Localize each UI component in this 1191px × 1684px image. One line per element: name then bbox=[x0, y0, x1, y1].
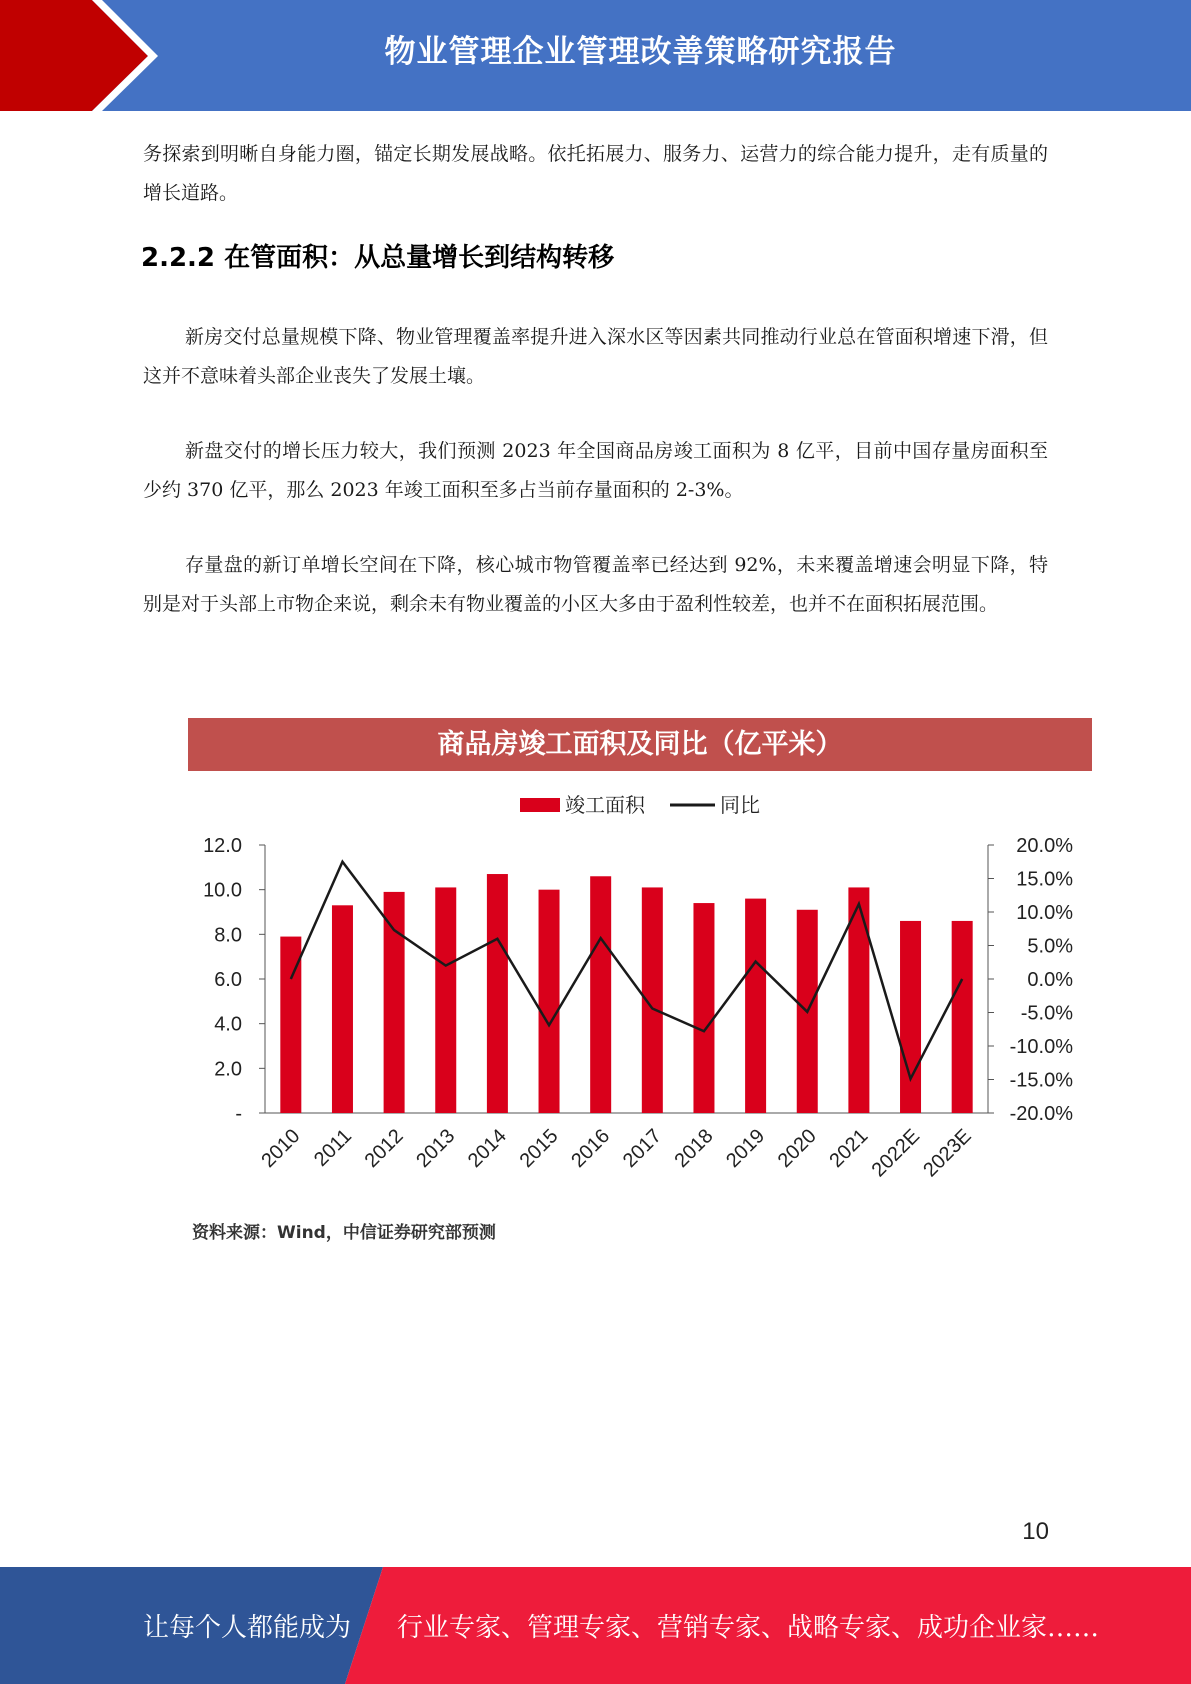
left-axis-tick-label: 12.0 bbox=[203, 835, 242, 857]
right-axis-tick-label: 5.0% bbox=[1027, 935, 1073, 958]
chart-title: 商品房竣工面积及同比（亿平米） bbox=[188, 718, 1092, 771]
right-axis-tick-label: -5.0% bbox=[1020, 1002, 1073, 1025]
page-footer bbox=[0, 1567, 1191, 1684]
x-tick-label: 2012 bbox=[360, 1124, 408, 1173]
footer-slogan-left: 让每个人都能成为 bbox=[143, 1613, 352, 1643]
bar-2014 bbox=[487, 874, 508, 1113]
x-tick-label: 2014 bbox=[463, 1124, 511, 1173]
x-tick-label: 2018 bbox=[670, 1124, 718, 1173]
left-axis-tick-label: 10.0 bbox=[203, 879, 242, 902]
intro-paragraph: 务探索到明晰自身能力圈，锚定长期发展战略。依托拓展力、服务力、运营力的综合能力提升，走有质量的增长道路。 bbox=[143, 143, 1048, 204]
right-axis-tick-label: 10.0% bbox=[1016, 902, 1073, 924]
bar-2015 bbox=[539, 890, 560, 1113]
legend-swatch-bar bbox=[520, 798, 560, 812]
left-axis-tick-label: 6.0 bbox=[214, 969, 242, 991]
x-tick-label: 2023E bbox=[919, 1124, 976, 1182]
right-axis-tick-label: -10.0% bbox=[1009, 1036, 1073, 1058]
bar-2022E bbox=[900, 921, 921, 1113]
left-axis-tick-label: 4.0 bbox=[214, 1013, 242, 1036]
x-tick-label: 2019 bbox=[722, 1124, 770, 1173]
x-tick-label: 2020 bbox=[773, 1124, 821, 1173]
completion-area-chart bbox=[0, 775, 1191, 1215]
paragraph-2: 新盘交付的增长压力较大，我们预测 2023 年全国商品房竣工面积为 8 亿平，目前中国存量房面积至少约 370 亿平，那么 2023 年竣工面积至多占当前存量面积的 2-3%。 bbox=[143, 440, 1048, 501]
x-tick-label: 2013 bbox=[412, 1124, 460, 1173]
paragraph-1: 新房交付总量规模下降、物业管理覆盖率提升进入深水区等因素共同推动行业总在管面积增速下滑，但这并不意味着头部企业丧失了发展土壤。 bbox=[143, 326, 1048, 387]
x-tick-label: 2015 bbox=[515, 1124, 563, 1173]
bar-2013 bbox=[435, 887, 456, 1113]
right-axis-tick-label: -15.0% bbox=[1009, 1069, 1073, 1092]
chart-source: 资料来源：Wind，中信证券研究部预测 bbox=[192, 1223, 496, 1243]
left-axis-tick-label: 8.0 bbox=[214, 924, 242, 947]
page-number: 10 bbox=[1022, 1518, 1049, 1545]
x-tick-label: 2010 bbox=[257, 1124, 305, 1173]
bar-2023E bbox=[952, 921, 973, 1113]
legend-label-line: 同比 bbox=[720, 795, 760, 817]
left-axis-tick-label: 2.0 bbox=[214, 1058, 242, 1081]
x-tick-label: 2021 bbox=[825, 1124, 873, 1173]
x-tick-label: 2017 bbox=[618, 1124, 666, 1173]
section-heading: 2.2.2 在管面积：从总量增长到结构转移 bbox=[141, 243, 615, 273]
bar-2012 bbox=[384, 892, 405, 1113]
legend-label-bar: 竣工面积 bbox=[565, 795, 645, 817]
bar-2016 bbox=[590, 876, 611, 1113]
x-tick-label: 2016 bbox=[567, 1124, 615, 1173]
x-tick-label: 2011 bbox=[310, 1124, 356, 1171]
left-axis-tick-label: - bbox=[235, 1103, 242, 1125]
footer-slogan-right: 行业专家、管理专家、营销专家、战略专家、成功企业家…… bbox=[397, 1613, 1100, 1643]
bar-2011 bbox=[332, 905, 353, 1113]
right-axis-tick-label: 0.0% bbox=[1027, 969, 1073, 991]
report-title: 物业管理企业管理改善策略研究报告 bbox=[384, 34, 897, 70]
x-tick-label: 2022E bbox=[867, 1124, 925, 1182]
bar-2018 bbox=[693, 903, 714, 1113]
page-header bbox=[0, 0, 1191, 111]
bar-2019 bbox=[745, 899, 766, 1113]
right-axis-tick-label: 15.0% bbox=[1016, 868, 1073, 891]
paragraph-3: 存量盘的新订单增长空间在下降，核心城市物管覆盖率已经达到 92%，未来覆盖增速会明显下降，特别是对于头部上市物企来说，剩余未有物业覆盖的小区大多由于盈利性较差，也并不在面积拓展范围。 bbox=[143, 554, 1048, 615]
right-axis-tick-label: 20.0% bbox=[1016, 835, 1073, 857]
right-axis-tick-label: -20.0% bbox=[1009, 1103, 1073, 1125]
